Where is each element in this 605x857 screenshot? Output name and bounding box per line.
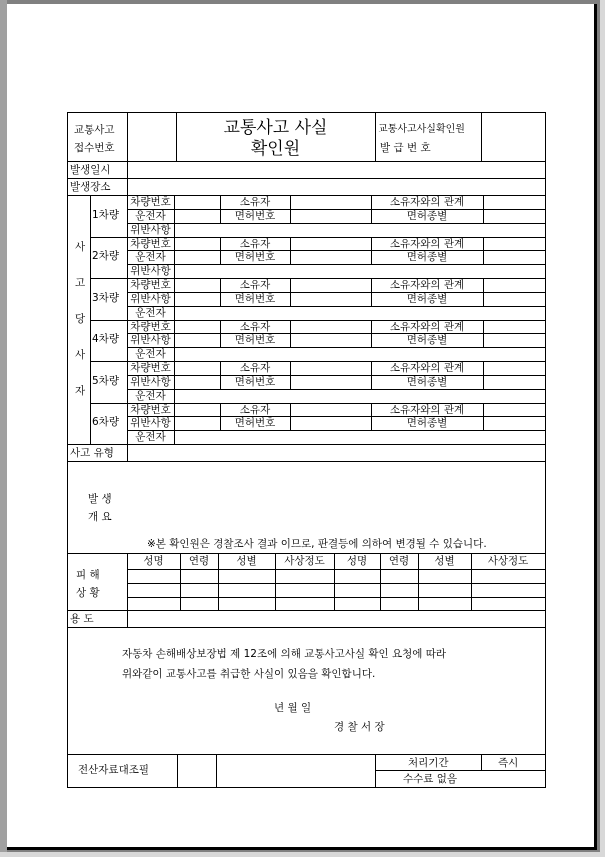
vehicle-1-row-1-field-label-b: 소유자	[239, 196, 271, 208]
police-chief-signature-line: 경 찰 서 장	[334, 721, 385, 733]
document-page	[7, 4, 597, 850]
vehicle-5-row-2-field-label-b: 면허번호	[234, 376, 276, 388]
rule-vehicle-1-row-1-v1	[174, 195, 175, 209]
vehicle-5-row-2-field-label-a: 위반사항	[130, 376, 171, 388]
rule-vehicle-1-row-2-v5	[483, 209, 484, 223]
rule-header-v3	[375, 113, 376, 161]
vehicle-2-row-2-field-label-c: 면허종별	[406, 251, 448, 263]
rule-vehicle-5-row-2	[127, 389, 545, 390]
rule-vehicle-5-row-3-v1	[174, 389, 175, 403]
rule-datetime-bottom	[68, 178, 545, 179]
rule-vehicle-2-row-2-v3	[290, 250, 291, 264]
vehicle-2-row-2-field-label-a: 운전자	[135, 251, 166, 263]
rule-vehicle-3-row-1-v3	[290, 278, 291, 292]
rule-vehicle-3-row-2-v1	[174, 292, 175, 306]
rule-vehicle-6-row-1-v5	[483, 403, 484, 417]
document-title-line2: 확인원	[250, 139, 301, 159]
rule-footer-v2	[216, 754, 217, 787]
damage-header-name-2: 성명	[346, 555, 368, 567]
rule-vehicle-6-row-2-v3	[290, 416, 291, 430]
vehicle-3-row-2-field-label-b: 면허번호	[234, 293, 276, 305]
rule-damage-row1-bottom	[127, 583, 545, 584]
rule-type-bottom	[68, 461, 545, 462]
rule-vehicle-4-row-2-v1	[174, 333, 175, 347]
rule-vehicle-2-row-1-v3	[290, 237, 291, 251]
rule-vehicle-6-row-2-v1	[174, 416, 175, 430]
vehicle-6-row-2-field-label-a: 위반사항	[130, 417, 171, 429]
occurrence-place-label: 발생장소	[70, 181, 111, 193]
vehicle-5-label: 5차량	[92, 375, 119, 387]
rule-damage-row2-bottom	[127, 597, 545, 598]
rule-type-label-col	[127, 444, 128, 461]
rule-vehicle-2-row-1-v1	[174, 237, 175, 251]
damage-header-sex-2: 성별	[434, 555, 455, 567]
viewer-bottom-border	[0, 852, 605, 857]
rule-header-v1	[127, 113, 128, 161]
vehicle-5-row-1-field-label-b: 소유자	[239, 362, 271, 374]
rule-purpose-bottom	[68, 627, 545, 628]
vehicle-3-row-1-field-label-a: 차량번호	[130, 279, 171, 291]
vehicle-1-row-2-field-label-c: 면허종별	[406, 210, 448, 222]
damage-header-sex-1: 성별	[236, 555, 257, 567]
rule-vehicle-4-row-2-v5	[483, 333, 484, 347]
rule-vehicle-1-row-3-v1	[174, 223, 175, 237]
rule-vehicle-1-row-2	[127, 223, 545, 224]
rule-vehicle-6-row-3-v1	[174, 430, 175, 444]
vehicle-6-row-1-field-label-b: 소유자	[239, 404, 271, 416]
vehicle-1-row-3-field-label-a: 위반사항	[130, 224, 171, 236]
rule-vehicle-6-row-1-v3	[290, 403, 291, 417]
vehicle-3-row-2-field-label-a: 위반사항	[130, 293, 171, 305]
vehicle-4-row-2-field-label-a: 위반사항	[130, 334, 171, 346]
vehicle-5-row-1-field-label-c: 소유자와의 관계	[389, 362, 465, 374]
vehicle-1-row-2-field-label-b: 면허번호	[234, 210, 276, 222]
parties-label-char-2: 고	[75, 277, 86, 289]
vehicle-4-label: 4차량	[92, 333, 119, 345]
rule-vehicle-4-row-3-v1	[174, 347, 175, 361]
rule-vehicle-4-row-1-v3	[290, 320, 291, 334]
rule-vehicle-5-row-1-v3	[290, 361, 291, 375]
damage-header-age-1: 연령	[188, 555, 210, 567]
vehicle-5-row-1-field-label-a: 차량번호	[130, 362, 171, 374]
rule-header-v4	[481, 113, 482, 161]
vehicle-6-row-1-field-label-c: 소유자와의 관계	[389, 404, 465, 416]
rule-vehicle-3-row-3-v1	[174, 306, 175, 320]
rule-vehicle-1-row-1-v5	[483, 195, 484, 209]
rule-vehicle-1-row-2-v1	[174, 209, 175, 223]
rule-vehicle-2-row-2-v1	[174, 250, 175, 264]
vehicle-4-row-1-field-label-a: 차량번호	[130, 321, 171, 333]
vehicle-2-label: 2차량	[92, 250, 119, 262]
rule-vehicle-4-row-1-v5	[483, 320, 484, 334]
occurrence-datetime-label: 발생일시	[70, 164, 111, 176]
rule-vehicle-2-row-2-v5	[483, 250, 484, 264]
rule-vehicle-4-row-2	[127, 347, 545, 348]
rule-vehicle-5-row-1-v1	[174, 361, 175, 375]
damage-label-line1: 피 해	[76, 569, 100, 581]
vehicle-3-row-1-field-label-b: 소유자	[239, 279, 271, 291]
rule-vehicle-5-row-2-v1	[174, 375, 175, 389]
parties-label-char-3: 당	[75, 313, 86, 325]
damage-label-line2: 상 황	[76, 587, 100, 599]
vehicle-2-row-1-field-label-a: 차량번호	[130, 238, 171, 250]
vehicle-1-label: 1차량	[92, 209, 119, 221]
rule-vehicle-3-row-2-v5	[483, 292, 484, 306]
vehicle-3-row-2-field-label-c: 면허종별	[406, 293, 448, 305]
rule-damage-header-bottom	[127, 569, 545, 570]
rule-vehicle-4-row-2-v3	[290, 333, 291, 347]
rule-header-bottom	[68, 161, 545, 162]
vehicle-1-row-1-field-label-c: 소유자와의 관계	[389, 196, 465, 208]
rule-vehicle-5-row-1-v5	[483, 361, 484, 375]
vehicle-2-row-1-field-label-c: 소유자와의 관계	[389, 238, 465, 250]
receipt-number-label-line2: 접수번호	[74, 142, 115, 154]
vehicle-1-row-1-field-label-a: 차량번호	[130, 196, 171, 208]
rule-vehicle-4-row-1-v1	[174, 320, 175, 334]
vehicle-4-row-3-field-label-a: 운전자	[135, 348, 166, 360]
damage-header-severity-2: 사상정도	[487, 555, 529, 567]
rule-vehicle-5-row-2-v5	[483, 375, 484, 389]
vehicle-6-row-1-field-label-a: 차량번호	[130, 404, 171, 416]
document-title-line1: 교통사고 사실	[223, 118, 328, 138]
parties-label-char-5: 자	[75, 385, 86, 397]
vehicle-5-row-3-field-label-a: 운전자	[135, 390, 166, 402]
rule-summary-bottom	[68, 553, 545, 554]
vehicle-4-row-1-field-label-b: 소유자	[239, 321, 271, 333]
rule-parties-bottom	[68, 444, 545, 445]
vehicle-6-row-2-field-label-c: 면허종별	[406, 417, 448, 429]
damage-header-age-2: 연령	[388, 555, 410, 567]
rule-label-col-top	[127, 161, 128, 195]
accident-type-label: 사고 유형	[70, 447, 114, 459]
vehicle-4-row-2-field-label-c: 면허종별	[406, 334, 448, 346]
vehicle-6-label: 6차량	[92, 416, 119, 428]
viewer-right-border	[600, 0, 605, 857]
vehicle-5-row-2-field-label-c: 면허종별	[406, 376, 448, 388]
fee-label: 수수료 없음	[403, 773, 458, 785]
rule-vehicle-6-row-1-v1	[174, 403, 175, 417]
vehicle-4-row-2-field-label-b: 면허번호	[234, 334, 276, 346]
certificate-number-label-line1: 교통사고사실확인원	[378, 124, 465, 135]
parties-label-char-1: 사	[75, 241, 86, 253]
processing-period-label: 처리기간	[408, 757, 449, 769]
rule-vehicle-3-row-1-v5	[483, 278, 484, 292]
issue-date-line: 년 월 일	[274, 702, 312, 714]
data-check-label: 전산자료대조필	[78, 764, 150, 776]
rule-damage-bottom	[68, 610, 545, 611]
rule-footer-v4	[481, 754, 482, 770]
summary-label-line2: 개 요	[88, 511, 112, 523]
rule-vehicle-5-row-2-v3	[290, 375, 291, 389]
viewer-left-border	[0, 0, 7, 857]
vehicle-1-row-2-field-label-a: 운전자	[135, 210, 166, 222]
receipt-number-label-line1: 교통사고	[74, 124, 115, 136]
vehicle-2-row-2-field-label-b: 면허번호	[234, 251, 276, 263]
vehicle-3-row-3-field-label-a: 운전자	[135, 307, 166, 319]
vehicle-6-row-2-field-label-b: 면허번호	[234, 417, 276, 429]
rule-footer-v3	[375, 754, 376, 787]
statement-line2: 위와같이 교통사고를 취급한 사실이 있음을 확인합니다.	[122, 668, 376, 680]
traffic-accident-certificate-form	[67, 112, 546, 788]
rule-vehicle-2-row-1-v5	[483, 237, 484, 251]
parties-label-char-4: 사	[75, 349, 86, 361]
statement-line1: 자동차 손해배상보장법 제 12조에 의해 교통사고사실 확인 요청에 따라	[122, 648, 447, 660]
rule-vehicle-3-row-1-v1	[174, 278, 175, 292]
rule-footer-mid	[375, 770, 545, 771]
processing-period-value: 즉시	[498, 757, 519, 769]
rule-vehicle-1-row-2-v3	[290, 209, 291, 223]
rule-vehicle-2-row-3-v1	[174, 264, 175, 278]
vehicle-4-row-1-field-label-c: 소유자와의 관계	[389, 321, 465, 333]
purpose-label: 용 도	[70, 613, 94, 625]
damage-header-severity-1: 사상정도	[284, 555, 325, 567]
summary-note: ※본 확인원은 경찰조사 결과 이므로, 판결등에 의하여 변경될 수 있습니다.	[147, 538, 487, 550]
certificate-number-label-line2: 발 급 번 호	[380, 142, 431, 154]
rule-vehicle-1-row-1-v3	[290, 195, 291, 209]
vehicle-6-row-3-field-label-a: 운전자	[135, 431, 166, 443]
rule-vehicle-2-row-2	[127, 264, 545, 265]
rule-statement-bottom	[68, 754, 545, 755]
rule-footer-v1	[177, 754, 178, 787]
rule-vehicle-6-row-2-v5	[483, 416, 484, 430]
rule-vehicle-3-row-2-v3	[290, 292, 291, 306]
vehicle-2-row-1-field-label-b: 소유자	[239, 238, 271, 250]
rule-vehicle-6-row-2	[127, 430, 545, 431]
summary-label-line1: 발 생	[88, 493, 112, 505]
vehicle-3-row-1-field-label-c: 소유자와의 관계	[389, 279, 465, 291]
rule-parties-label-col	[90, 195, 91, 444]
vehicle-3-label: 3차량	[92, 292, 119, 304]
damage-header-name-1: 성명	[143, 555, 164, 567]
vehicle-2-row-3-field-label-a: 위반사항	[130, 265, 171, 277]
rule-vehicle-3-row-2	[127, 306, 545, 307]
